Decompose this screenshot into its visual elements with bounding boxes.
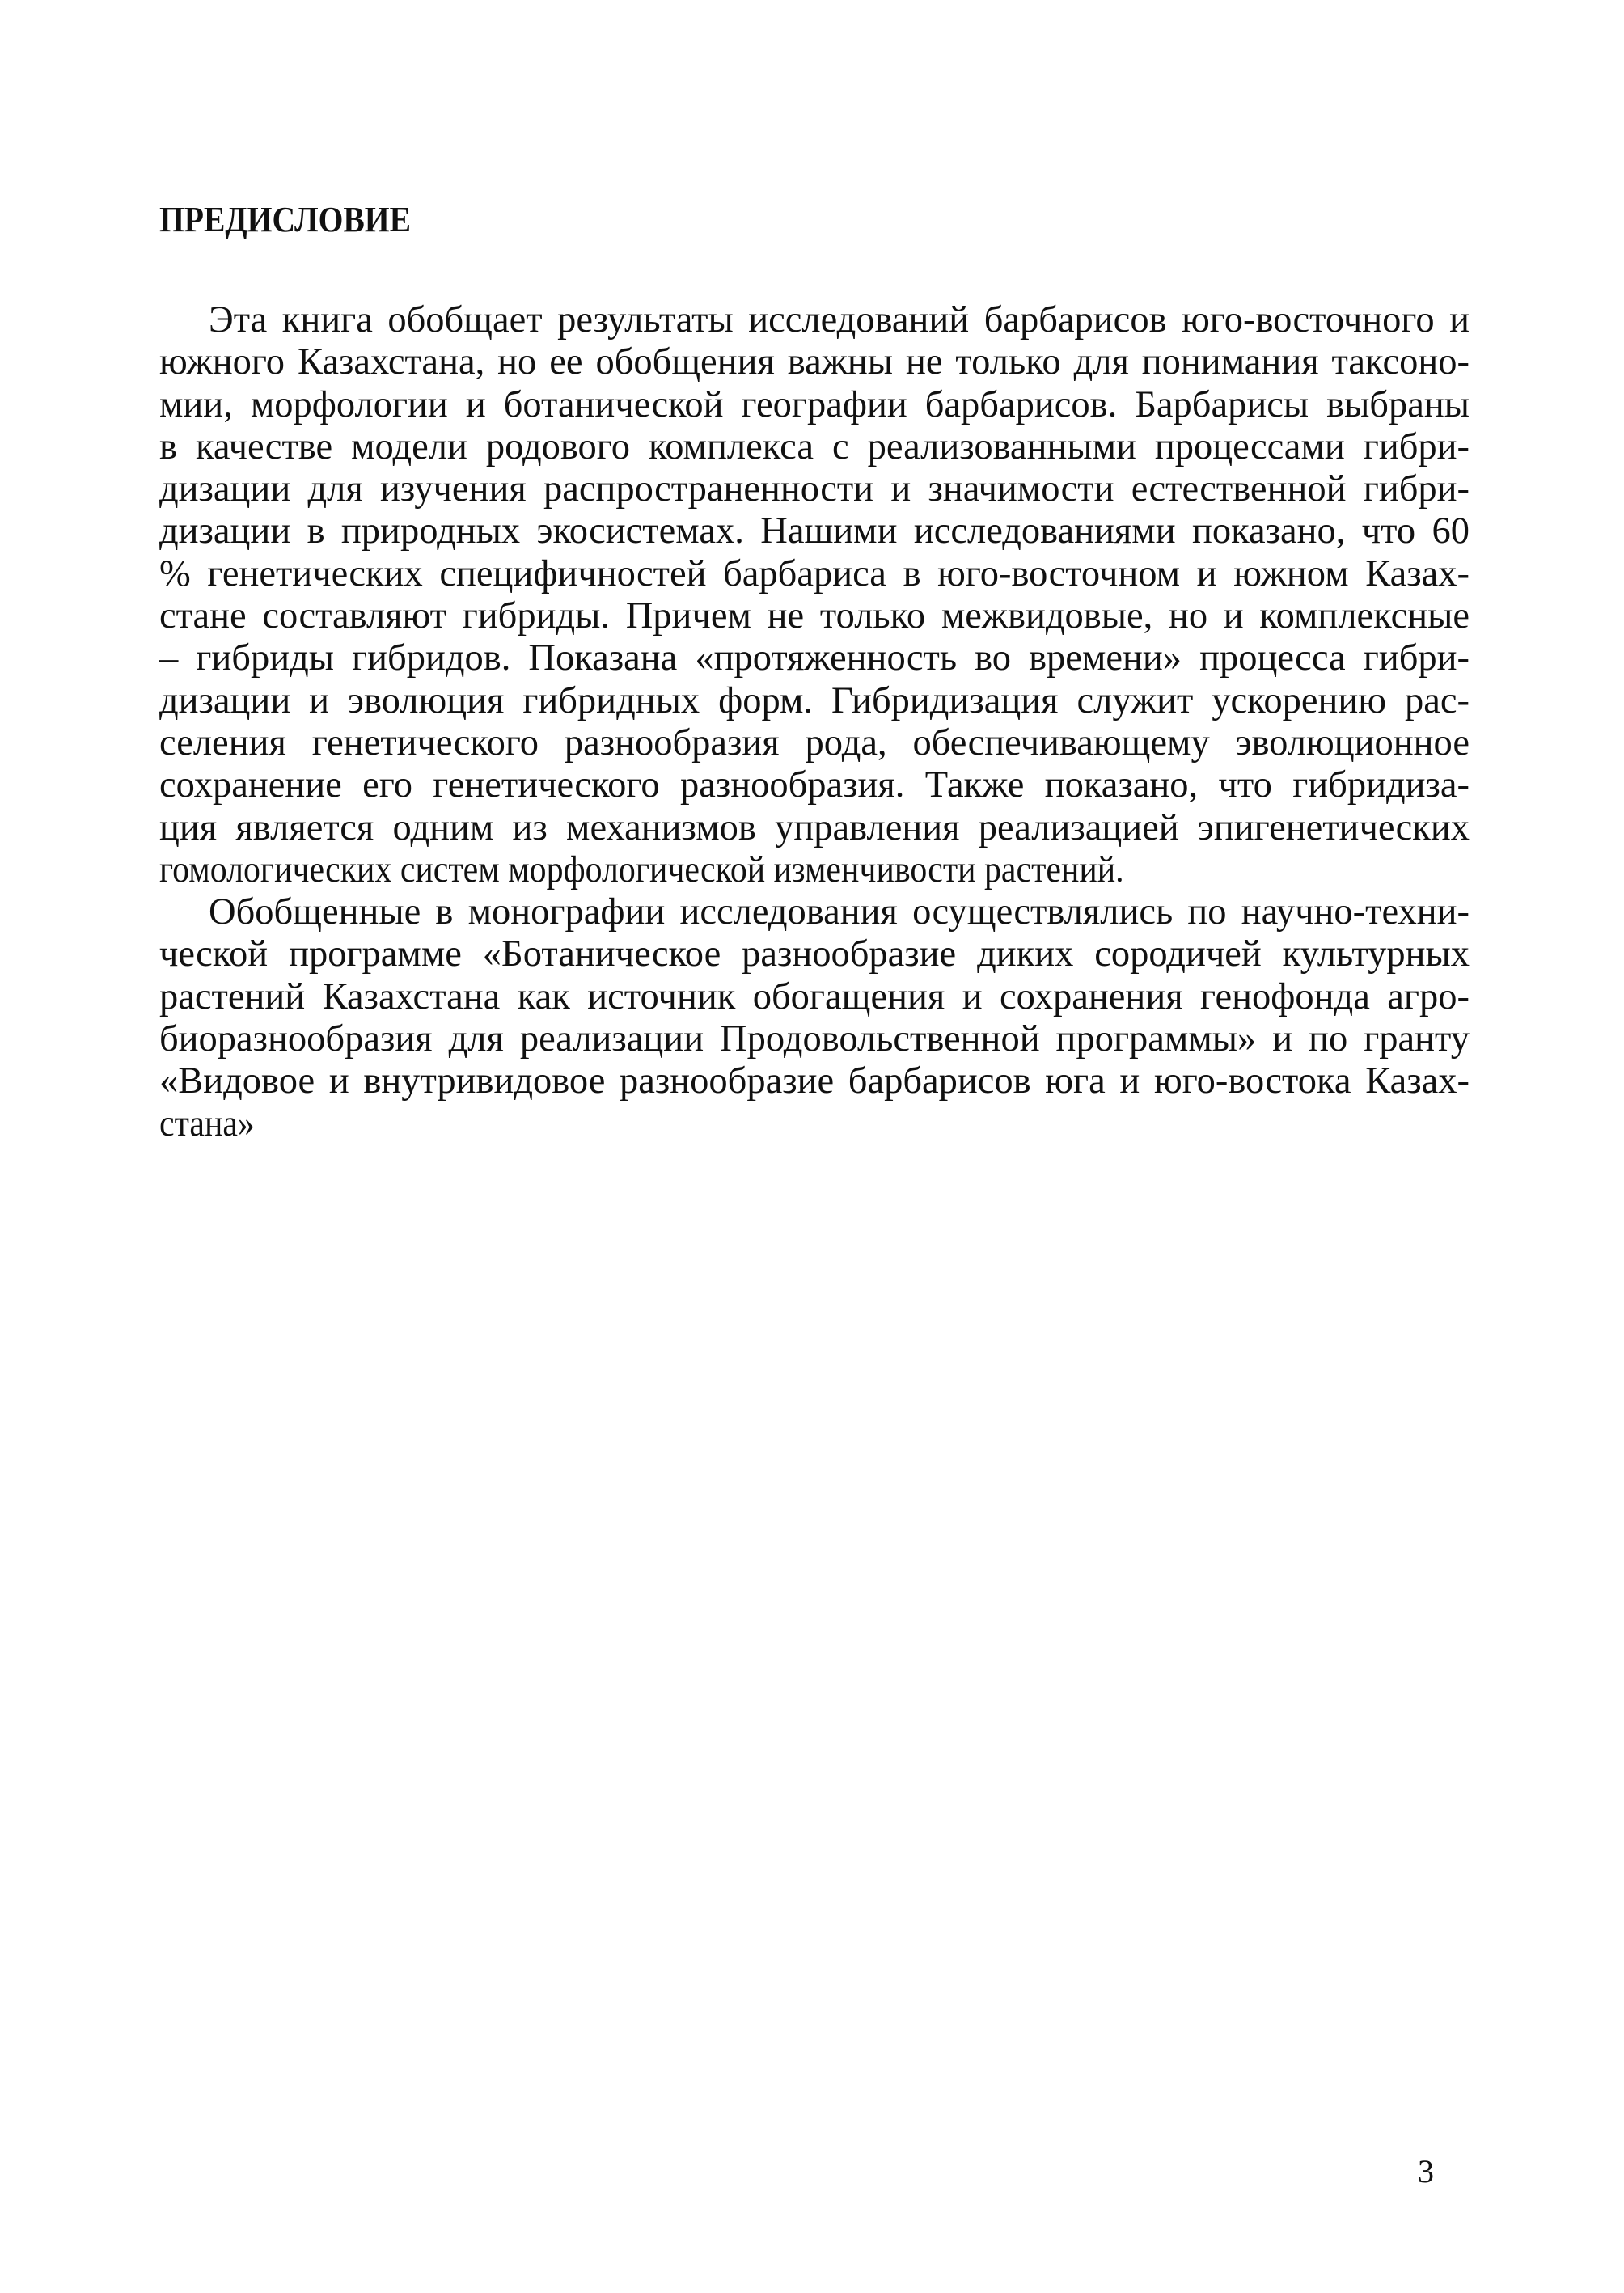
text-line: селения генетического разнообразия рода, обеспечивающему эволюционное [159, 721, 1470, 764]
text-line: сохранение его генетического разнообразия. Также показано, что гибридиза- [159, 764, 1470, 806]
page-number: 3 [1418, 2153, 1434, 2189]
text-line: дизации и эволюция гибридных форм. Гибридизация служит ускорению рас- [159, 679, 1470, 721]
text-line: гомологических систем морфологической изменчивости растений. [159, 848, 1124, 891]
paragraph-2 [159, 891, 1470, 1145]
text-line: южного Казахстана, но ее обобщения важны не только для понимания таксоно- [159, 341, 1470, 383]
text-line: – гибриды гибридов. Показана «протяженность во времени» процесса гибри- [159, 637, 1470, 679]
text-line: дизации для изучения распространенности и значимости естественной гибри- [159, 468, 1470, 510]
text-line: ция является одним из механизмов управления реализацией эпигенетических [159, 806, 1470, 848]
text-line: дизации в природных экосистемах. Нашими исследованиями показано, что 60 [159, 510, 1470, 552]
text-line: Обобщенные в монографии исследования осуществлялись по научно-техни- [209, 891, 1470, 933]
text-line: растений Казахстана как источник обогащения и сохранения генофонда агро- [159, 975, 1470, 1017]
text-line: в качестве модели родового комплекса с реализованными процессами гибри- [159, 425, 1470, 467]
text-line: стана» [159, 1102, 255, 1144]
text-line: «Видовое и внутривидовое разнообразие барбарисов юга и юго-востока Казах- [159, 1060, 1470, 1102]
text-line: стане составляют гибриды. Причем не только межвидовые, но и комплексные [159, 595, 1470, 637]
text-line: биоразнообразия для реализации Продовольственной программы» и по гранту [159, 1018, 1470, 1060]
page-heading: ПРЕДИСЛОВИЕ [159, 200, 412, 239]
text-line: Эта книга обобщает результаты исследований барбарисов юго-восточного и [209, 299, 1470, 341]
paragraph-1 [159, 299, 1470, 891]
text-line: % генетических специфичностей барбариса в юго-восточном и южном Казах- [159, 552, 1470, 594]
body-text [159, 299, 1470, 1145]
text-line: ческой программе «Ботаническое разнообразие диких сородичей культурных [159, 933, 1470, 975]
text-line: мии, морфологии и ботанической географии барбарисов. Барбарисы выбраны [159, 383, 1470, 425]
